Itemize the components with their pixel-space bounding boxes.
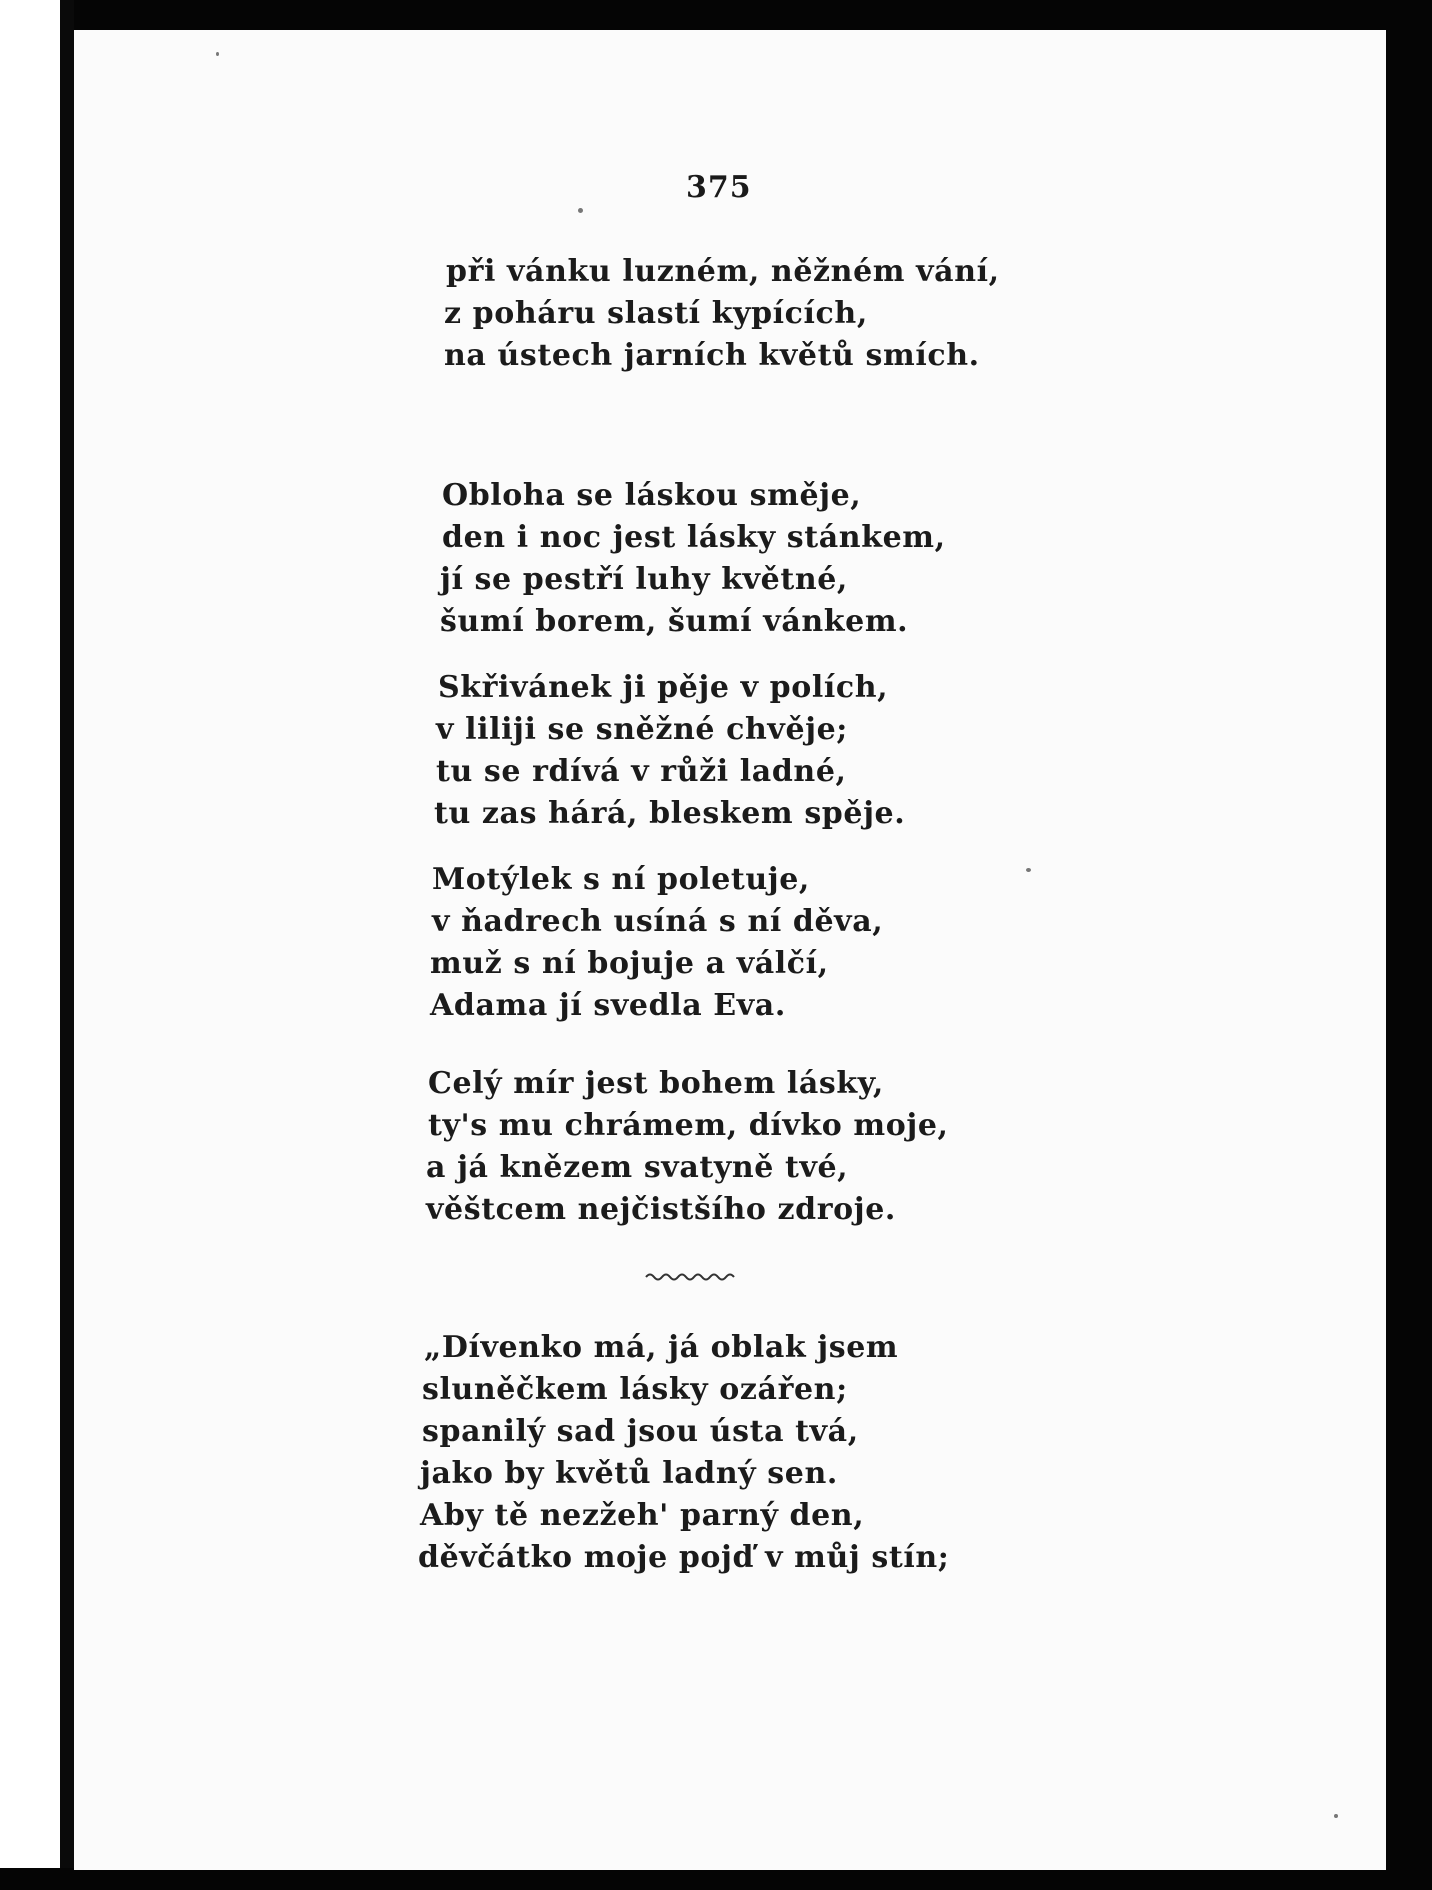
poem-line: a já knězem svatyně tvé, xyxy=(426,1150,849,1185)
poem-line: muž s ní bojuje a válčí, xyxy=(430,946,829,981)
poem-line: Skřivánek ji pěje v polích, xyxy=(438,670,889,705)
poem-line: Aby tě nezžeh' parný den, xyxy=(420,1498,865,1533)
poem-line: v ňadrech usíná s ní děva, xyxy=(432,904,884,939)
poem-line: tu se rdívá v růži ladné, xyxy=(436,754,847,789)
poem-line: Celý mír jest bohem lásky, xyxy=(428,1066,884,1101)
poem-line: v liliji se sněžné chvěje; xyxy=(436,712,848,747)
poem-line: „Dívenko má, já oblak jsem xyxy=(424,1330,899,1365)
scan-left-margin xyxy=(0,0,60,1890)
poem-line: děvčátko moje pojď v můj stín; xyxy=(418,1540,950,1575)
poem-line: spanilý sad jsou ústa tvá, xyxy=(422,1414,859,1449)
ink-speck xyxy=(216,52,219,56)
poem-line: věštcem nejčistšího zdroje. xyxy=(426,1192,896,1227)
wavy-divider-ornament xyxy=(644,1270,740,1284)
ink-speck xyxy=(578,208,583,213)
poem-line: na ústech jarních květů smích. xyxy=(444,338,980,373)
scan-bottom-border xyxy=(0,1868,1432,1890)
poem-line: Adama jí svedla Eva. xyxy=(430,988,786,1023)
poem-line: při vánku luzném, něžném vání, xyxy=(446,254,1000,289)
page-number: 375 xyxy=(686,170,752,205)
poem-line: sluněčkem lásky ozářen; xyxy=(422,1372,848,1407)
poem-line: jako by květů ladný sen. xyxy=(420,1456,838,1491)
ink-speck xyxy=(1026,868,1031,872)
poem-line: tu zas hárá, bleskem spěje. xyxy=(434,796,906,831)
poem-line: z poháru slastí kypících, xyxy=(444,296,868,331)
poem-line: Motýlek s ní poletuje, xyxy=(432,862,810,897)
poem-line: ty's mu chrámem, dívko moje, xyxy=(428,1108,949,1143)
scan-right-border xyxy=(1386,0,1432,1890)
book-gutter-shadow xyxy=(60,0,74,1890)
poem-line: den i noc jest lásky stánkem, xyxy=(442,520,946,555)
poem-line: jí se pestří luhy květné, xyxy=(440,562,848,597)
ink-speck xyxy=(1334,1814,1338,1818)
poem-line: šumí borem, šumí vánkem. xyxy=(440,604,909,639)
poem-line: Obloha se láskou směje, xyxy=(442,478,862,513)
